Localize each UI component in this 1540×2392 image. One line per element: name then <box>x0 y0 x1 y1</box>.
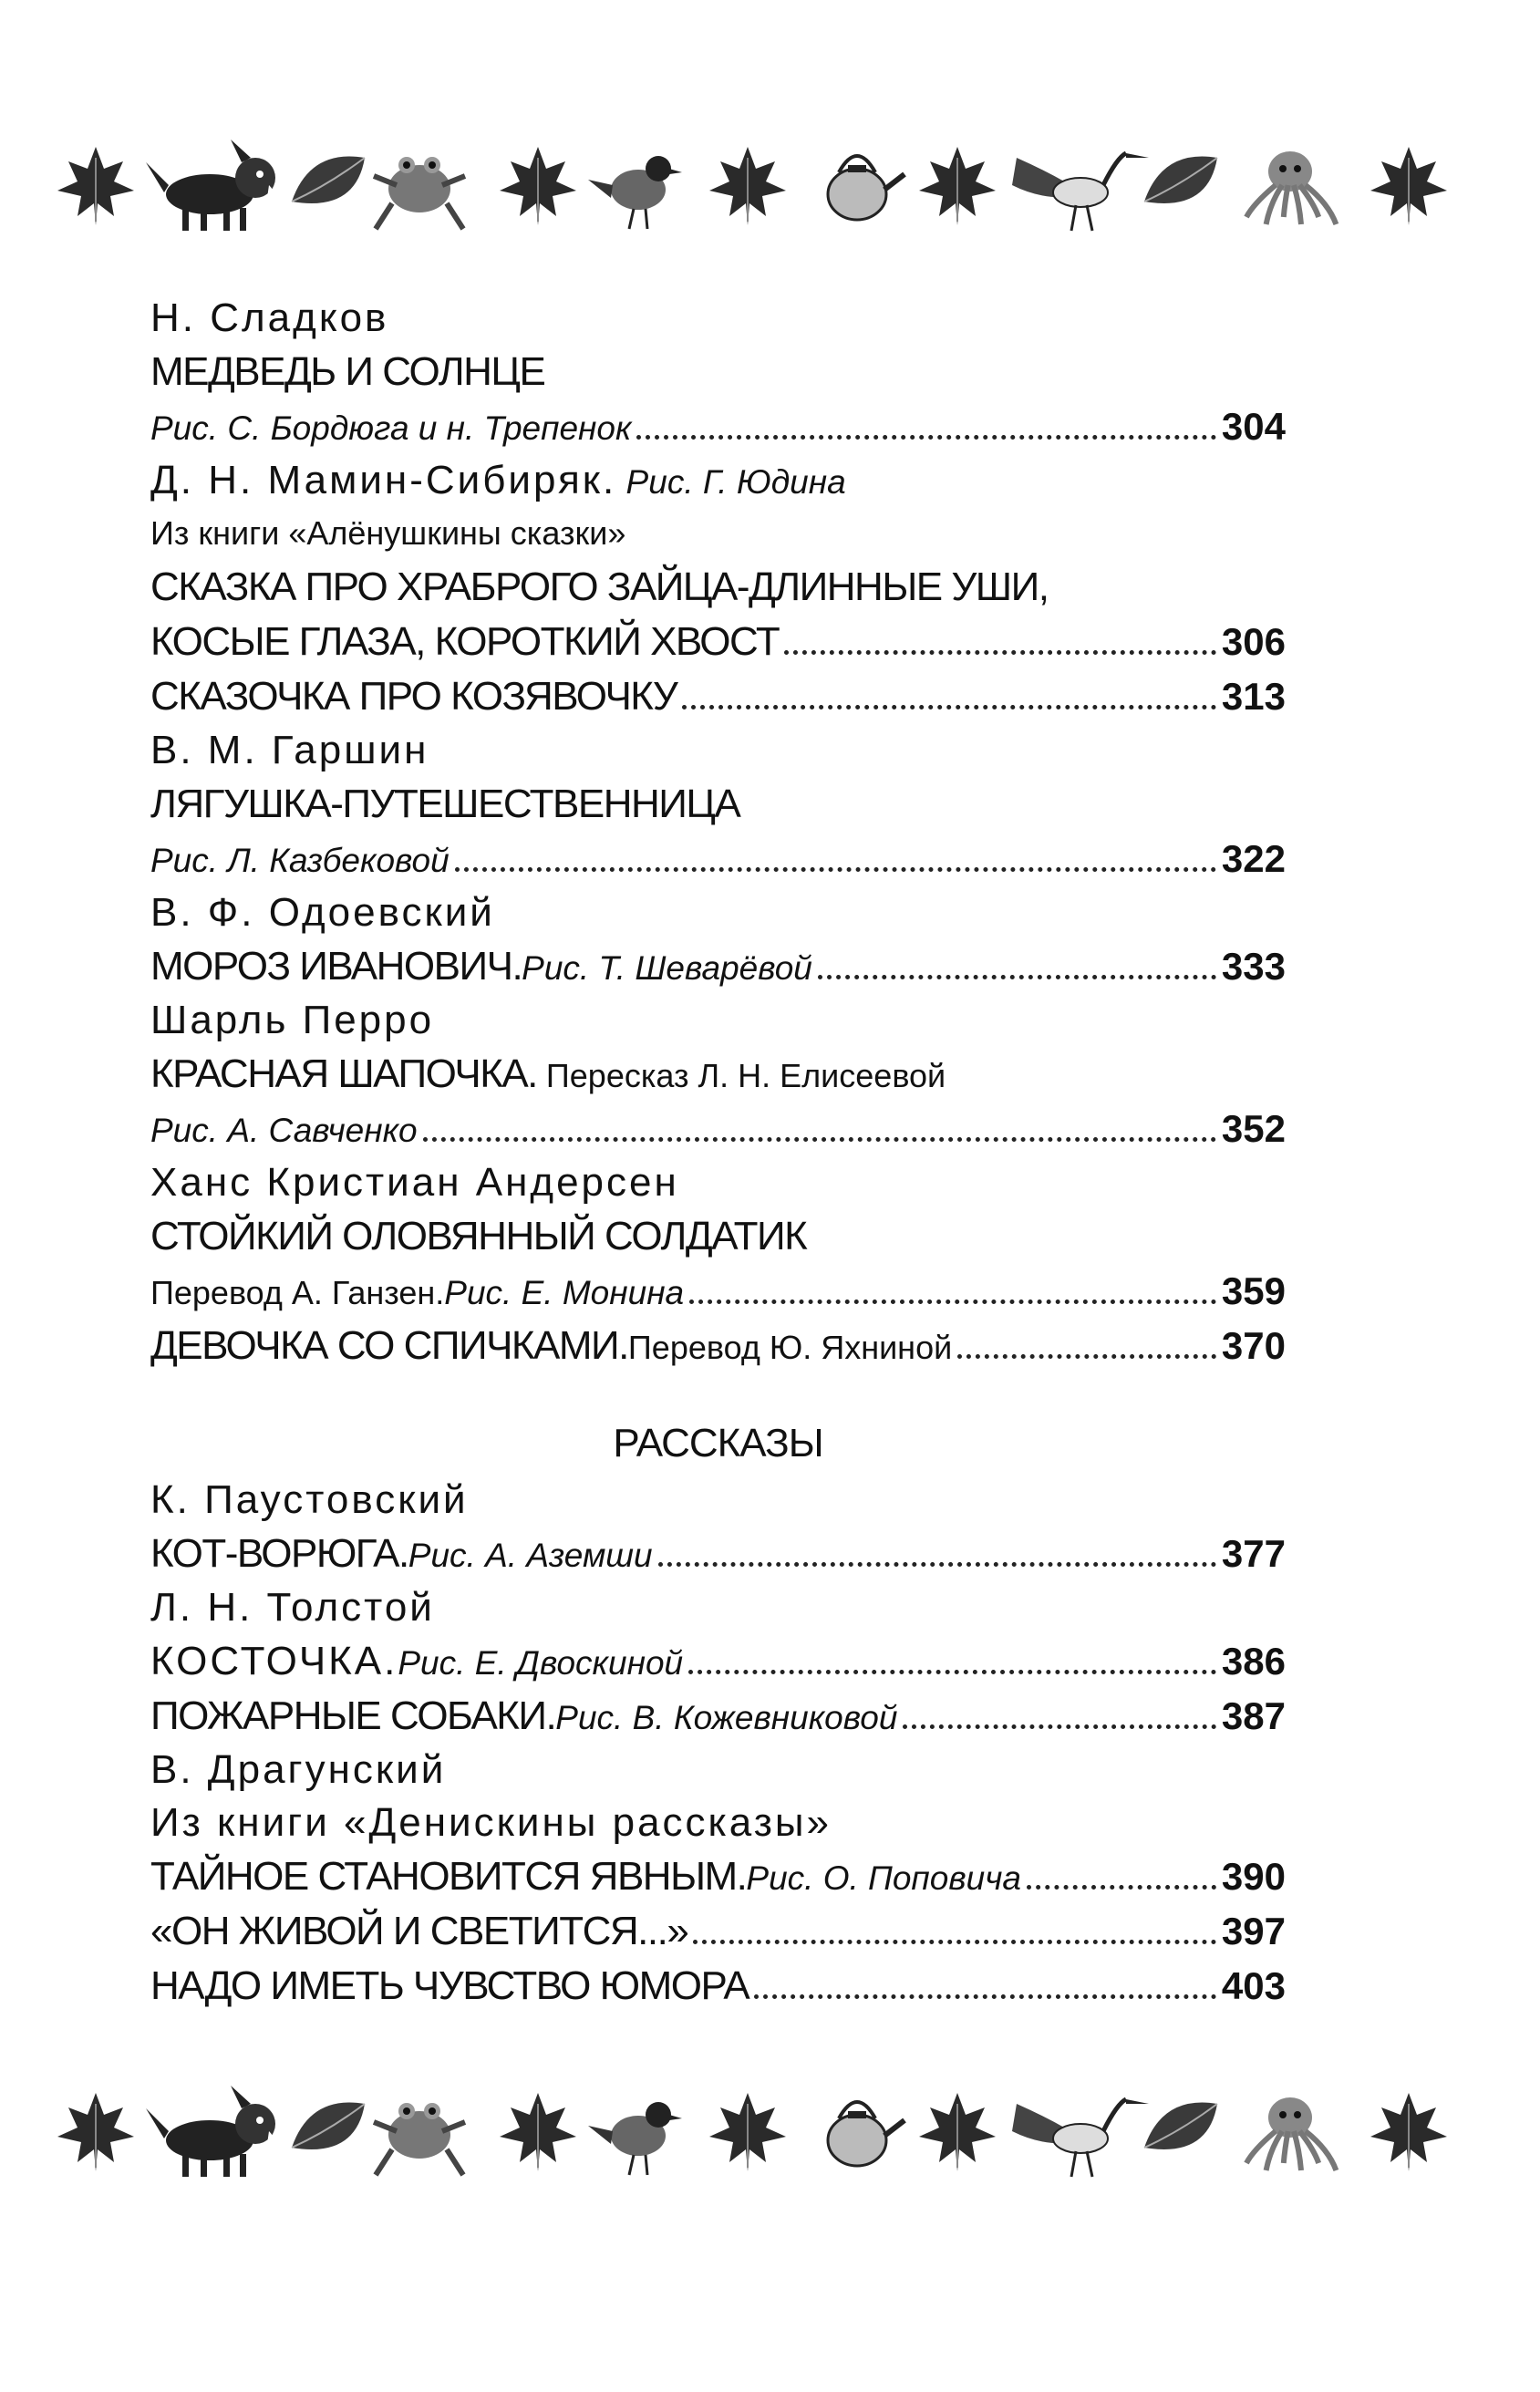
author-name: Шарль Перро <box>150 998 435 1042</box>
toc-entry <box>150 832 1286 886</box>
frog-icon <box>374 2103 465 2175</box>
dot-leader <box>784 650 1216 655</box>
frog-icon <box>374 157 465 229</box>
author-line <box>150 1797 1286 1849</box>
author-name: К. Паустовский <box>150 1477 469 1522</box>
dot-leader <box>658 1562 1216 1567</box>
toc-entry <box>150 669 1286 724</box>
dog-icon <box>146 140 275 231</box>
page-number: 304 <box>1221 405 1286 448</box>
toc-entry <box>150 1102 1286 1156</box>
entry-part: Рис. Е. Двоскиной <box>398 1644 684 1682</box>
author-name: В. Драгунский <box>150 1747 447 1792</box>
entry-part: Рис. С. Бордюга и н. Трепенок <box>150 409 632 447</box>
page-number: 390 <box>1221 1855 1286 1898</box>
page-number: 377 <box>1221 1532 1286 1575</box>
story-title <box>150 560 1286 615</box>
entry-part: НАДО ИМЕТЬ ЧУВСТВО ЮМОРА <box>150 1963 749 2008</box>
page-number: 387 <box>1221 1694 1286 1737</box>
leaf-icon <box>292 2103 365 2149</box>
author-name: Д. Н. Мамин-Сибиряк. <box>150 458 617 502</box>
dot-leader <box>688 1670 1216 1674</box>
story-title <box>150 345 1286 399</box>
maple-leaf-icon <box>709 147 786 225</box>
decorative-border-bottom <box>55 2063 1477 2200</box>
maple-leaf-icon <box>500 2093 576 2171</box>
dot-leader <box>1027 1885 1216 1890</box>
entry-part: Перевод А. Ганзен. <box>150 1274 445 1311</box>
entry-part: Рис. В. Кожевниковой <box>555 1699 898 1736</box>
entry-part: Перевод Ю. Яхниной <box>627 1329 953 1366</box>
maple-leaf-icon <box>1370 147 1447 225</box>
dot-leader <box>903 1724 1216 1729</box>
title-text: МЕДВЕДЬ И СОЛНЦЕ <box>150 349 545 394</box>
toc-entry <box>150 939 1286 994</box>
author-name: В. М. Гаршин <box>150 728 429 772</box>
entry-part: ПОЖАРНЫЕ СОБАКИ. <box>150 1693 556 1738</box>
author-name: Из книги «Денискины рассказы» <box>150 1800 832 1845</box>
section-heading: РАССКАЗЫ <box>613 1421 823 1465</box>
entry-part: КОСЫЕ ГЛАЗА, КОРОТКИЙ ХВОСТ <box>150 619 780 664</box>
kettle-icon <box>828 2102 904 2166</box>
author-line <box>150 994 1286 1047</box>
book-note <box>150 507 1286 560</box>
author-line <box>150 724 1286 777</box>
leaf-icon <box>1144 157 1217 203</box>
stork-icon <box>1012 153 1149 231</box>
entry-part: СКАЗОЧКА ПРО КОЗЯВОЧКУ <box>150 674 677 719</box>
page-number: 306 <box>1221 620 1286 663</box>
stork-icon <box>1012 2099 1149 2177</box>
page-number: 359 <box>1221 1269 1286 1312</box>
author-line <box>150 1744 1286 1797</box>
author-line <box>150 886 1286 939</box>
dog-icon <box>146 2086 275 2177</box>
bird-icon <box>588 2102 682 2175</box>
dot-leader <box>682 705 1216 709</box>
octopus-icon <box>1246 2097 1336 2170</box>
title-text: СКАЗКА ПРО ХРАБРОГО ЗАЙЦА-ДЛИННЫЕ УШИ, <box>150 564 1049 609</box>
dot-leader <box>423 1137 1216 1142</box>
leaf-icon <box>292 157 365 203</box>
author-line <box>150 1581 1286 1634</box>
toc-entry <box>150 1634 1286 1689</box>
entry-part: ДЕВОЧКА СО СПИЧКАМИ. <box>150 1323 628 1368</box>
dot-leader <box>689 1300 1216 1304</box>
bird-icon <box>588 156 682 229</box>
page-number: 386 <box>1221 1640 1286 1683</box>
leaf-icon <box>1144 2103 1217 2149</box>
toc-entry <box>150 1904 1286 1959</box>
dot-leader <box>455 867 1216 872</box>
toc-entry <box>150 1264 1286 1319</box>
page-number: 352 <box>1221 1107 1286 1150</box>
dot-leader <box>818 975 1216 979</box>
author-name: Н. Сладков <box>150 295 389 340</box>
title-text: ЛЯГУШКА-ПУТЕШЕСТВЕННИЦА <box>150 782 740 826</box>
toc-entry <box>150 615 1286 669</box>
kettle-icon <box>828 156 904 220</box>
title-part: Пересказ Л. Н. Елисеевой <box>536 1057 946 1094</box>
author-line <box>150 292 1286 345</box>
page-number: 397 <box>1221 1910 1286 1952</box>
note-text: Из книги «Алёнушкины сказки» <box>150 514 626 552</box>
toc-entry <box>150 1849 1286 1904</box>
maple-leaf-icon <box>919 147 996 225</box>
toc-entry <box>150 1319 1286 1373</box>
story-title <box>150 1209 1286 1264</box>
entry-part: Рис. Е. Монина <box>444 1274 685 1311</box>
title-text: СТОЙКИЙ ОЛОВЯННЫЙ СОЛДАТИК <box>150 1214 807 1258</box>
story-title <box>150 1047 1286 1102</box>
author-name: В. Ф. Одоевский <box>150 890 495 935</box>
author-line <box>150 454 1286 507</box>
author-name: Л. Н. Толстой <box>150 1585 435 1630</box>
toc-entry <box>150 399 1286 454</box>
author-line <box>150 1474 1286 1527</box>
title-part: КРАСНАЯ ШАПОЧКА. <box>150 1051 537 1096</box>
maple-leaf-icon <box>709 2093 786 2171</box>
entry-part: Рис. О. Поповича <box>746 1859 1021 1897</box>
entry-part: МОРОЗ ИВАНОВИЧ. <box>150 944 522 989</box>
dot-leader <box>636 435 1215 440</box>
maple-leaf-icon <box>500 147 576 225</box>
entry-part: Рис. А. Савченко <box>150 1112 418 1149</box>
entry-part: Рис. Т. Шеварёвой <box>522 949 812 987</box>
entry-part: КОТ-ВОРЮГА. <box>150 1531 408 1576</box>
entry-part: Рис. А. Аземши <box>408 1537 653 1574</box>
decorative-border-top <box>55 117 1477 254</box>
table-of-contents <box>150 292 1286 2014</box>
page-number: 370 <box>1221 1324 1286 1367</box>
octopus-icon <box>1246 151 1336 224</box>
author-line <box>150 1156 1286 1209</box>
toc-entry <box>150 1527 1286 1581</box>
entry-part: ТАЙНОЕ СТАНОВИТСЯ ЯВНЫМ. <box>150 1854 747 1899</box>
author-name: Ханс Кристиан Андерсен <box>150 1160 679 1205</box>
story-title <box>150 777 1286 832</box>
maple-leaf-icon <box>919 2093 996 2171</box>
dot-leader <box>957 1354 1216 1359</box>
page-number: 313 <box>1221 675 1286 718</box>
maple-leaf-icon <box>1370 2093 1447 2171</box>
page-number: 333 <box>1221 945 1286 988</box>
maple-leaf-icon <box>57 147 134 225</box>
dot-leader <box>693 1940 1216 1944</box>
toc-entry <box>150 1689 1286 1744</box>
entry-part: Рис. Л. Казбековой <box>150 842 450 879</box>
entry-part: КОСТОЧКА. <box>150 1639 398 1683</box>
entry-part: «ОН ЖИВОЙ И СВЕТИТСЯ...» <box>150 1909 688 1953</box>
page-number: 403 <box>1221 1964 1286 2007</box>
maple-leaf-icon <box>57 2093 134 2171</box>
illustrator: Рис. Г. Юдина <box>616 463 846 501</box>
toc-entry <box>150 1959 1286 2014</box>
dot-leader <box>754 1994 1216 1999</box>
page-number: 322 <box>1221 837 1286 880</box>
